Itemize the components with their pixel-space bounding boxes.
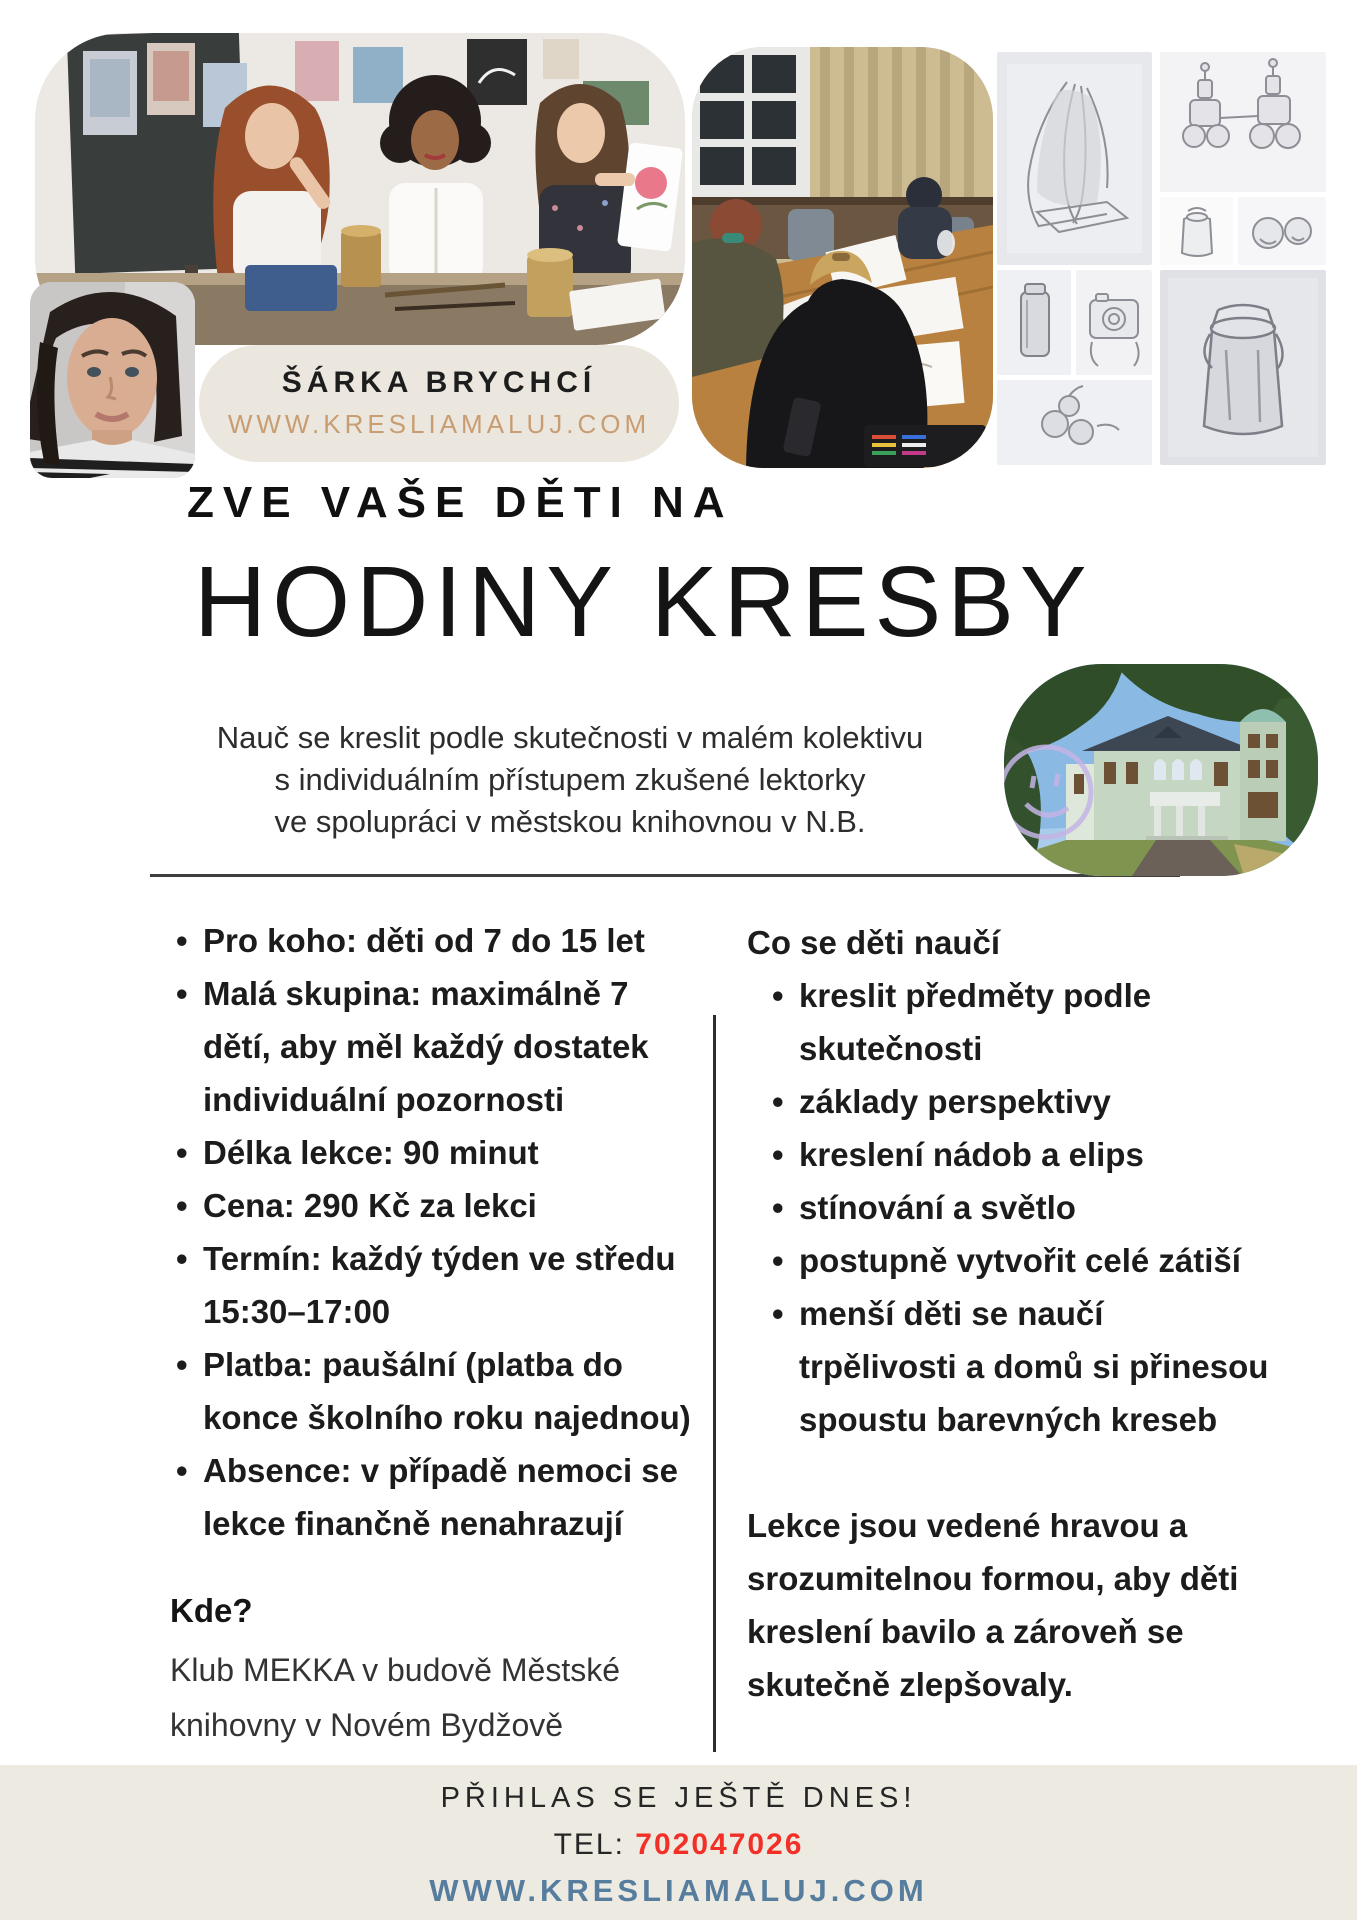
sketch-toy-robots-tile	[1160, 52, 1326, 192]
bullet-item: • Absence: v případě nemoci se lekce finančně nenahrazují	[176, 1444, 721, 1550]
location-block	[170, 1584, 710, 1753]
sketch-berries-tile	[997, 380, 1152, 465]
bullet-item: • postupně vytvořit celé zátiší	[747, 1234, 1307, 1287]
portrait-illustration	[30, 282, 195, 478]
page-title: HODINY KRESBY	[194, 546, 1093, 658]
phone-number: 702047026	[635, 1828, 804, 1861]
bullet-item: • menší děti se naučí trpělivosti a domů si přinesou spoustu barevných kreseb	[747, 1287, 1307, 1446]
library-building-photo	[1004, 664, 1318, 876]
author-website: WWW.KRESLIAMALUJ.COM	[227, 409, 651, 439]
bullet-item: • Cena: 290 Kč za lekci	[176, 1179, 721, 1232]
footer-phone-line	[0, 1828, 1357, 1862]
bullet-item: • základy perspektivy	[747, 1075, 1307, 1128]
author-name: ŠÁRKA BRYCHCÍ	[281, 366, 597, 399]
footer-website: WWW.KRESLIAMALUJ.COM	[429, 1873, 928, 1908]
sketch-thermos-tile	[997, 270, 1071, 375]
skills-column	[747, 916, 1307, 1446]
intro-paragraph: Nauč se kreslit podle skutečnosti v malém kolektivu s individuálním přístupem zkušené lektorky ve spolupráci v městskou knihovnou v N.B.	[216, 720, 924, 839]
bullet-item: • kreslení nádob a elips	[747, 1128, 1307, 1181]
sketch-fruits-tile	[1238, 197, 1326, 265]
bullet-item: • Malá skupina: maximálně 7 dětí, aby měl každý dostatek individuální pozornosti	[176, 967, 721, 1126]
invitation-subtitle: ZVE VAŠE DĚTI NA	[187, 478, 734, 527]
drawing-class-photo	[692, 47, 993, 468]
skills-bullet-list	[747, 969, 1307, 1446]
building-illustration	[1004, 664, 1318, 876]
author-banner	[199, 345, 679, 462]
sketch-small-can-tile	[1160, 197, 1233, 265]
location-address: Klub MEKKA v budově Městské knihovny v Novém Bydžově	[170, 1652, 620, 1743]
footer-banner	[0, 1765, 1357, 1920]
sketch-drapery-tile	[997, 52, 1152, 265]
horizontal-divider	[150, 874, 1180, 877]
bullet-item: • Délka lekce: 90 minut	[176, 1126, 721, 1179]
bullet-item: • Termín: každý týden ve středu 15:30–17:00	[176, 1232, 721, 1338]
footer-cta: PŘIHLAS SE JEŠTĚ DNES!	[440, 1782, 917, 1814]
sketch-milk-can-tile	[1160, 270, 1326, 465]
info-bullet-list	[176, 914, 721, 1550]
bullet-item: • kreslit předměty podle skutečnosti	[747, 969, 1307, 1075]
class-photo-illustration	[692, 47, 993, 468]
skills-heading: Co se děti naučí	[747, 924, 1001, 961]
sketch-camera-tile	[1076, 270, 1152, 375]
bullet-item: • Pro koho: děti od 7 do 15 let	[176, 914, 721, 967]
location-heading: Kde?	[170, 1592, 253, 1629]
sketch-collage	[997, 52, 1326, 465]
lecturer-portrait-photo	[30, 282, 195, 478]
bullet-item: • stínování a světlo	[747, 1181, 1307, 1234]
bullet-item: • Platba: paušální (platba do konce školního roku najednou)	[176, 1338, 721, 1444]
phone-label: TEL:	[553, 1828, 625, 1861]
outro-paragraph: Lekce jsou vedené hravou a srozumitelnou formou, aby děti kreslení bavilo a zároveň se skutečně zlepšovaly.	[747, 1507, 1239, 1703]
